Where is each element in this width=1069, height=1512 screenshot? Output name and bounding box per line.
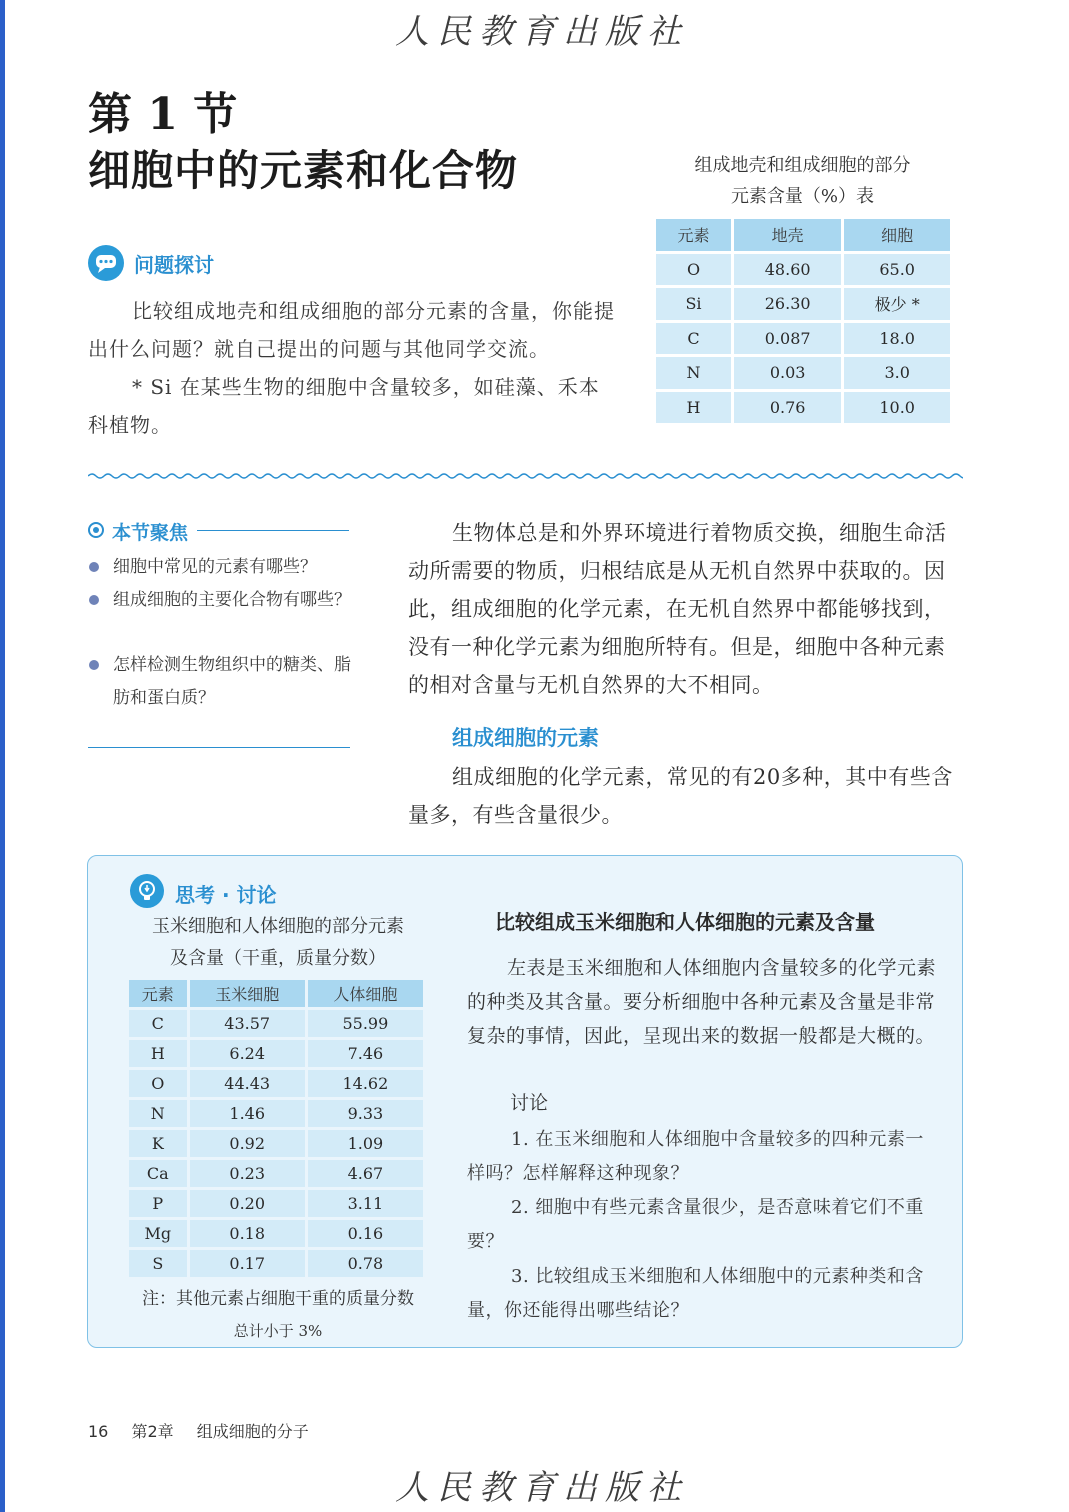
footnote-paragraph: * Si 在某些生物的细胞中含量较多，如硅藻、禾本科植物。 <box>88 375 600 437</box>
element-content-table <box>653 216 953 426</box>
table-cell: 极少 * <box>844 288 950 320</box>
chat-bubble-icon <box>88 245 124 281</box>
table-cell: 10.0 <box>844 392 950 424</box>
discussion-question: 1. 在玉米细胞和人体细胞中含量较多的四种元素一样吗？怎样解释这种现象？ <box>467 1129 924 1184</box>
table-cell: 1.46 <box>190 1100 305 1127</box>
table-cell: 0.16 <box>308 1220 423 1247</box>
table-cell: Ca <box>129 1160 187 1187</box>
table1-caption-line1: 组成地壳和组成细胞的部分 <box>694 155 911 176</box>
main-paragraph: 组成细胞的化学元素，常见的有20多种，其中有些含量多，有些含量很少。 <box>408 765 953 827</box>
table-cell: 3.0 <box>844 357 950 389</box>
section-number: 第 1 节 <box>88 89 238 140</box>
table2-note-line2: 总计小于 3% <box>233 1322 323 1340</box>
question-paragraph: 比较组成地壳和组成细胞的部分元素的含量，你能提出什么问题？就自己提出的问题与其他同学交流。 <box>88 299 615 361</box>
chapter-label: 第2章 <box>131 1422 174 1441</box>
table-cell: P <box>129 1190 187 1217</box>
main-paragraph: 生物体总是和外界环境进行着物质交换，细胞生命活动所需要的物质，归根结底是从无机自然界中获取的。因此，组成细胞的化学元素，在无机自然界中都能够找到，没有一种化学元素为细胞所特有。但是，细胞中各种元素的相对含量与无机自然界的大不相同。 <box>408 521 947 697</box>
table-header-row <box>656 219 950 251</box>
table-cell: 7.46 <box>308 1040 423 1067</box>
think-heading: 思考 · 讨论 <box>175 883 277 907</box>
table-row <box>129 1190 423 1217</box>
table-cell: 0.18 <box>190 1220 305 1247</box>
table2-caption-line2: 及含量（干重，质量分数） <box>170 948 386 969</box>
table-row <box>656 323 950 355</box>
page-title: 细胞中的元素和化合物 <box>88 146 519 195</box>
bullet-dot <box>89 562 99 572</box>
focus-heading-rule <box>197 530 349 531</box>
table-cell: K <box>129 1130 187 1157</box>
table-cell: 0.03 <box>734 357 841 389</box>
discussion-question: 3. 比较组成玉米细胞和人体细胞中的元素种类和含量，你还能得出哪些结论？ <box>467 1266 924 1321</box>
table-row <box>129 1160 423 1187</box>
table-cell: H <box>656 392 731 424</box>
table-row <box>129 1070 423 1097</box>
wavy-divider <box>88 470 963 482</box>
discussion-label: 讨论 <box>510 1092 549 1114</box>
table-cell: 26.30 <box>734 288 841 320</box>
table-cell: 65.0 <box>844 254 950 286</box>
table-header-cell: 细胞 <box>844 219 950 251</box>
table-row <box>656 254 950 286</box>
table-cell: C <box>656 323 731 355</box>
table-cell: 48.60 <box>734 254 841 286</box>
table-cell: 43.57 <box>190 1010 305 1037</box>
chapter-title: 组成细胞的分子 <box>196 1422 309 1441</box>
table-row <box>129 1010 423 1037</box>
table-row <box>129 1100 423 1127</box>
table-header-cell: 元素 <box>129 980 187 1007</box>
table-cell: H <box>129 1040 187 1067</box>
table-cell: 1.09 <box>308 1130 423 1157</box>
table-cell: 18.0 <box>844 323 950 355</box>
page-number: 16 <box>88 1422 109 1441</box>
focus-heading: 本节聚焦 <box>112 522 189 544</box>
discussion-question: 2. 细胞中有些元素含量很少，是否意味着它们不重要？ <box>467 1197 924 1252</box>
page-footer <box>88 1419 327 1442</box>
watermark-text: 人民教育出版社 <box>395 1468 689 1508</box>
left-edge-bar <box>0 0 5 1512</box>
table-cell: Si <box>656 288 731 320</box>
table1-caption-line2: 元素含量（%）表 <box>730 186 875 207</box>
table2-caption-line1: 玉米细胞和人体细胞的部分元素 <box>152 916 404 937</box>
table-cell: 0.23 <box>190 1160 305 1187</box>
target-icon <box>88 522 104 538</box>
table-row <box>129 1220 423 1247</box>
table-row <box>656 357 950 389</box>
table-row <box>129 1040 423 1067</box>
table-cell: C <box>129 1010 187 1037</box>
table-cell: 0.17 <box>190 1250 305 1277</box>
table-cell: 9.33 <box>308 1100 423 1127</box>
subsection-heading: 组成细胞的元素 <box>452 726 599 750</box>
focus-item: 怎样检测生物组织中的糖类、脂肪和蛋白质？ <box>113 655 351 708</box>
table-cell: 0.087 <box>734 323 841 355</box>
table-cell: 0.76 <box>734 392 841 424</box>
table-cell: N <box>129 1100 187 1127</box>
table-header-cell: 玉米细胞 <box>190 980 305 1007</box>
table-cell: 55.99 <box>308 1010 423 1037</box>
bullet-dot <box>89 660 99 670</box>
publisher-watermark-top <box>395 4 695 52</box>
table-cell: O <box>656 254 731 286</box>
table-cell: Mg <box>129 1220 187 1247</box>
table-header-cell: 地壳 <box>734 219 841 251</box>
table-row <box>656 392 950 424</box>
table-cell: 14.62 <box>308 1070 423 1097</box>
table-row <box>656 288 950 320</box>
table-header-cell: 元素 <box>656 219 731 251</box>
table-header-row <box>129 980 423 1007</box>
table-cell: S <box>129 1250 187 1277</box>
table-cell: 3.11 <box>308 1190 423 1217</box>
table-cell: N <box>656 357 731 389</box>
table-cell: 0.92 <box>190 1130 305 1157</box>
table-row <box>129 1250 423 1277</box>
table-cell: 0.78 <box>308 1250 423 1277</box>
focus-item: 组成细胞的主要化合物有哪些？ <box>113 590 351 610</box>
table-header-cell: 人体细胞 <box>308 980 423 1007</box>
table-row <box>129 1130 423 1157</box>
bullet-dot <box>89 595 99 605</box>
publisher-watermark-bottom <box>395 1460 695 1508</box>
corn-human-element-table <box>126 977 426 1280</box>
watermark-text: 人民教育出版社 <box>395 12 689 52</box>
table-cell: O <box>129 1070 187 1097</box>
comparison-heading: 比较组成玉米细胞和人体细胞的元素及含量 <box>495 910 875 934</box>
focus-bottom-rule <box>88 747 350 748</box>
table-cell: 44.43 <box>190 1070 305 1097</box>
comparison-paragraph: 左表是玉米细胞和人体细胞内含量较多的化学元素的种类及其含量。要分析细胞中各种元素及含量是非常复杂的事情，因此，呈现出来的数据一般都是大概的。 <box>467 957 937 1047</box>
lightbulb-icon <box>130 874 164 908</box>
table-cell: 4.67 <box>308 1160 423 1187</box>
table2-note-line1: 注：其他元素占细胞干重的质量分数 <box>142 1289 414 1309</box>
table-cell: 6.24 <box>190 1040 305 1067</box>
focus-item: 细胞中常见的元素有哪些？ <box>113 557 317 577</box>
table-cell: 0.20 <box>190 1190 305 1217</box>
question-heading: 问题探讨 <box>134 253 214 277</box>
